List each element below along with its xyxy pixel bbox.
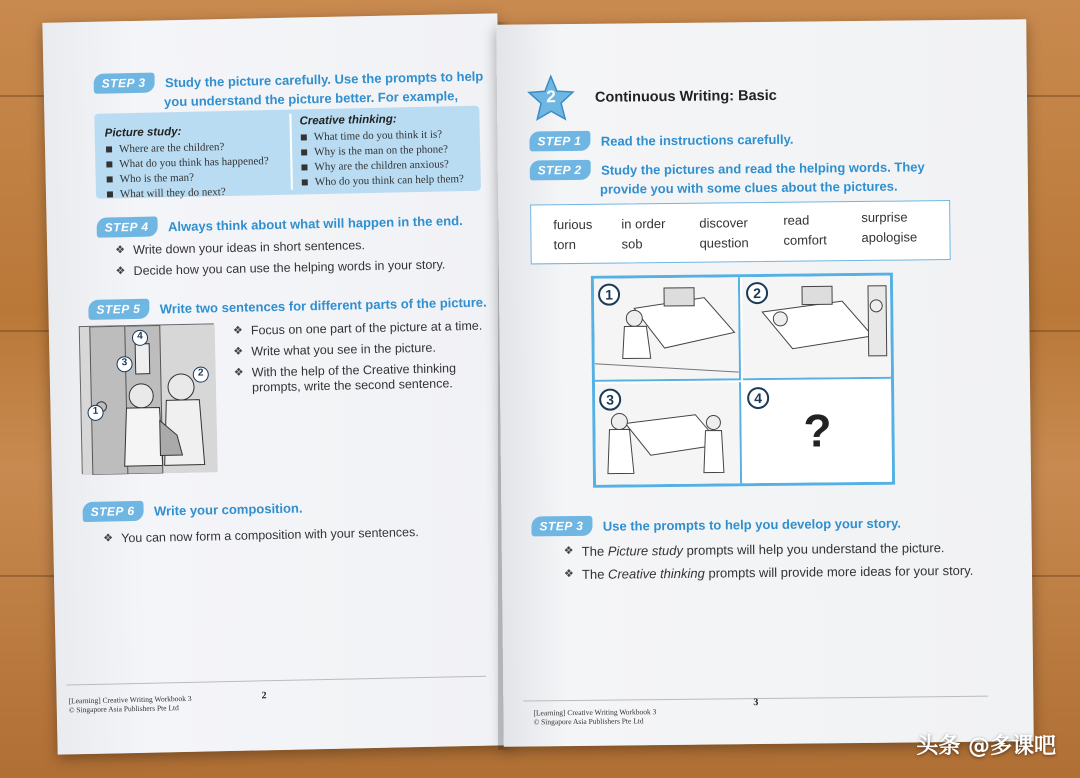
question-mark: ? (803, 404, 832, 457)
unit-star-icon (527, 74, 576, 123)
list-item: Why are the children anxious? (300, 158, 478, 174)
list-item: ❖ With the help of the Creative thinking prompts, write the second sentence. (233, 361, 457, 395)
picture-study-column (105, 124, 287, 204)
list-item: ❖ Write what you see in the picture. (233, 340, 437, 359)
picture-grid (591, 273, 895, 488)
helping-word: comfort (783, 232, 827, 248)
list-item: ❖ Decide how you can use the helping words in your story. (115, 257, 446, 278)
helping-word: torn (553, 236, 577, 253)
panel-number: 2 (746, 282, 768, 304)
list-item: ❖ Write down your ideas in short sentences. (115, 238, 366, 257)
helping-word: in order (621, 216, 666, 232)
step2-header (530, 155, 1020, 197)
page-number: 2 (261, 690, 267, 702)
watermark-text: 头条 @多课吧 (916, 734, 1056, 759)
list-item: ❖ The Picture study prompts will help you understand the picture. (563, 540, 945, 559)
page-title: Continuous Writing: Basic (594, 87, 777, 106)
creative-thinking-column (299, 112, 479, 192)
step-text: provide you with some clues about the pictures. (599, 178, 898, 197)
list-item: Where are the children? (105, 140, 285, 156)
helping-word: furious (553, 216, 593, 233)
creative-thinking-title: Creative thinking: (299, 113, 397, 128)
image-number: 2 (193, 366, 209, 382)
panel-number: 3 (599, 389, 621, 411)
list-item: What do you think has happened? (105, 155, 285, 171)
step-text: Write two sentences for different parts of the picture. (159, 294, 487, 316)
step-badge: STEP 2 (530, 160, 591, 181)
image-number: 3 (116, 356, 132, 372)
helping-word: discover (699, 215, 748, 231)
step5-header (88, 291, 498, 320)
step-text: Study the picture carefully. Use the prompts to help (164, 68, 484, 90)
list-item: Why is the man on the phone? (300, 143, 478, 159)
step-badge: STEP 6 (82, 501, 143, 522)
list-item: ❖ Focus on one part of the picture at a time. (232, 318, 483, 338)
list-item: ❖ You can now form a composition with your sentences. (103, 525, 419, 546)
step-text: you understand the picture better. For example, (163, 88, 459, 110)
panel-number: 1 (598, 284, 620, 306)
footer-credit: [Learning] Creative Writing Workbook 3 © Singapore Asia Publishers Pte Ltd (533, 707, 657, 727)
list-item: Who is the man? (106, 170, 286, 186)
picture-study-title: Picture study: (104, 125, 182, 140)
prompts-box (94, 106, 481, 199)
helping-word: read (783, 212, 810, 228)
footer-credit: [Learning] Creative Writing Workbook 3 © Singapore Asia Publishers Pte Ltd (68, 693, 192, 715)
image-number: 4 (132, 330, 148, 346)
step3-header (93, 65, 494, 110)
footer-rule (66, 676, 486, 686)
divider (289, 114, 293, 190)
helping-word: sob (621, 236, 643, 252)
step-badge: STEP 3 (93, 73, 154, 94)
step-badge: STEP 5 (88, 299, 149, 320)
helping-words-box (530, 200, 951, 264)
unit-number: 2 (546, 87, 556, 107)
helping-word: surprise (861, 209, 908, 225)
step-text: Read the instructions carefully. (600, 131, 794, 149)
list-item: What will they do next? (106, 185, 286, 201)
helping-word: apologise (861, 229, 918, 245)
step-text: Use the prompts to help you develop your story. (602, 515, 902, 534)
image-number: 1 (87, 405, 103, 421)
step5-illustration (79, 323, 217, 474)
step-badge: STEP 3 (531, 516, 592, 537)
children-at-door-illustration (80, 324, 218, 475)
list-item: Who do you think can help them? (301, 173, 479, 189)
right-page (496, 19, 1034, 747)
step6-header (82, 494, 482, 522)
step-text: Study the pictures and read the helping words. They (601, 158, 925, 178)
step3-bullets (560, 540, 975, 588)
list-item: What time do you think it is? (300, 128, 478, 144)
page-number: 3 (753, 697, 759, 709)
step6-bullets (99, 524, 479, 553)
step-badge: STEP 1 (529, 131, 590, 152)
step4-header (96, 209, 496, 237)
step3-header (531, 511, 1011, 536)
step-text: Write your composition. (153, 500, 303, 519)
step5-bullets (229, 319, 486, 402)
step-text: Always think about what will happen in the end. (167, 212, 463, 234)
step4-bullets (111, 235, 492, 285)
step-badge: STEP 4 (96, 216, 157, 237)
list-item: ❖ The Creative thinking prompts will provide more ideas for your story. (563, 562, 974, 582)
left-page (42, 13, 512, 754)
step1-header (529, 126, 1009, 151)
helping-word: question (699, 235, 749, 251)
panel-number: 4 (747, 387, 769, 409)
